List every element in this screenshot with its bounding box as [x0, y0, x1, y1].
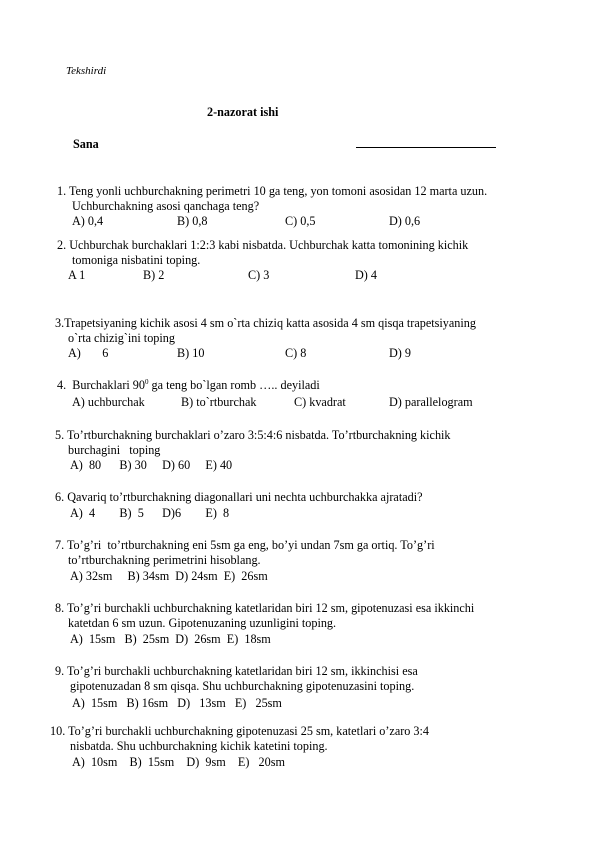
- question-2-option-d: D) 4: [355, 268, 378, 282]
- question-4-option-c: C) kvadrat: [294, 395, 346, 409]
- question-10-line-2: nisbatda. Shu uchburchakning kichik katetini toping.: [70, 739, 328, 753]
- question-4-option-d: D) parallelogram: [389, 395, 473, 409]
- page-title: 2-nazorat ishi: [207, 105, 279, 119]
- question-1-line-2: Uchburchakning asosi qanchaga teng?: [72, 199, 260, 213]
- question-1-option-a: A) 0,4: [72, 214, 104, 228]
- question-9-line-1: 9. To’g’ri burchakli uchburchakning katetlaridan biri 12 sm, ikkinchisi esa: [55, 664, 418, 678]
- question-3-option-c: C) 8: [285, 346, 307, 360]
- question-7-options: A) 32sm B) 34sm D) 24sm E) 26sm: [70, 569, 268, 583]
- question-4-text-end: ga teng bo`lgan romb ….. deyiladi: [151, 378, 320, 392]
- question-7-line-2: to’rtburchakning perimetrini hisoblang.: [68, 553, 261, 567]
- question-4-text-start: 4. Burchaklari 90: [57, 378, 145, 392]
- question-4-line-1: [57, 378, 320, 392]
- reviewer-label: Tekshirdi: [66, 65, 107, 77]
- question-2-line-1: 2. Uchburchak burchaklari 1:2:3 kabi nisbatda. Uchburchak katta tomonining kichik: [57, 238, 469, 252]
- date-line: [356, 147, 496, 148]
- question-3-line-2: o`rta chizig`ini toping: [68, 331, 175, 345]
- question-2-option-c: C) 3: [248, 268, 270, 282]
- question-8-line-2: katetdan 6 sm uzun. Gipotenuzaning uzunligini toping.: [68, 616, 337, 630]
- question-2-line-2: tomoniga nisbatini toping.: [72, 253, 201, 267]
- question-6-line-1: 6. Qavariq to’rtburchakning diagonallari uni nechta uchburchakka ajratadi?: [55, 490, 423, 504]
- question-5-options: A) 80 B) 30 D) 60 E) 40: [70, 458, 233, 472]
- date-label: Sana: [73, 137, 99, 151]
- question-3-line-1: 3.Trapetsiyaning kichik asosi 4 sm o`rta chiziq katta asosida 4 sm qisqa trapetsiyaning: [55, 316, 476, 330]
- question-9-line-2: gipotenuzadan 8 sm qisqa. Shu uchburchakning gipotenuzasini toping.: [70, 679, 415, 693]
- question-10-line-1: 10. To’g’ri burchakli uchburchakning gipotenuzasi 25 sm, katetlari o’zaro 3:4: [50, 724, 429, 738]
- question-6-options: A) 4 B) 5 D)6 E) 8: [70, 506, 230, 520]
- question-9-options: A) 15sm B) 16sm D) 13sm E) 25sm: [72, 696, 282, 710]
- question-2-option-b: B) 2: [143, 268, 165, 282]
- question-8-line-1: 8. To’g’ri burchakli uchburchakning katetlaridan biri 12 sm, gipotenuzasi esa ikkinchi: [55, 601, 475, 615]
- question-1-line-1: 1. Teng yonli uchburchakning perimetri 10 ga teng, yon tomoni asosidan 12 marta uzun.: [57, 184, 488, 198]
- question-8-options: A) 15sm B) 25sm D) 26sm E) 18sm: [70, 632, 271, 646]
- question-4-option-b: B) to`rtburchak: [181, 395, 257, 409]
- question-1-option-b: B) 0,8: [177, 214, 208, 228]
- question-1-option-c: C) 0,5: [285, 214, 316, 228]
- question-3-option-a: A) 6: [68, 346, 109, 360]
- question-4-option-a: A) uchburchak: [72, 395, 145, 409]
- question-5-line-2: burchagini toping: [68, 443, 161, 457]
- question-1-option-d: D) 0,6: [389, 214, 421, 228]
- question-3-option-b: B) 10: [177, 346, 205, 360]
- question-5-line-1: 5. To’rtburchakning burchaklari o’zaro 3:5:4:6 nisbatda. To’rtburchakning kichik: [55, 428, 451, 442]
- question-7-line-1: 7. To’g’ri to’rtburchakning eni 5sm ga eng, bo’yi undan 7sm ga ortiq. To’g’ri: [55, 538, 435, 552]
- question-3-option-d: D) 9: [389, 346, 412, 360]
- question-10-options: A) 10sm B) 15sm D) 9sm E) 20sm: [72, 755, 285, 769]
- degree-superscript: 0: [145, 377, 149, 386]
- question-2-option-a: A 1: [68, 268, 86, 282]
